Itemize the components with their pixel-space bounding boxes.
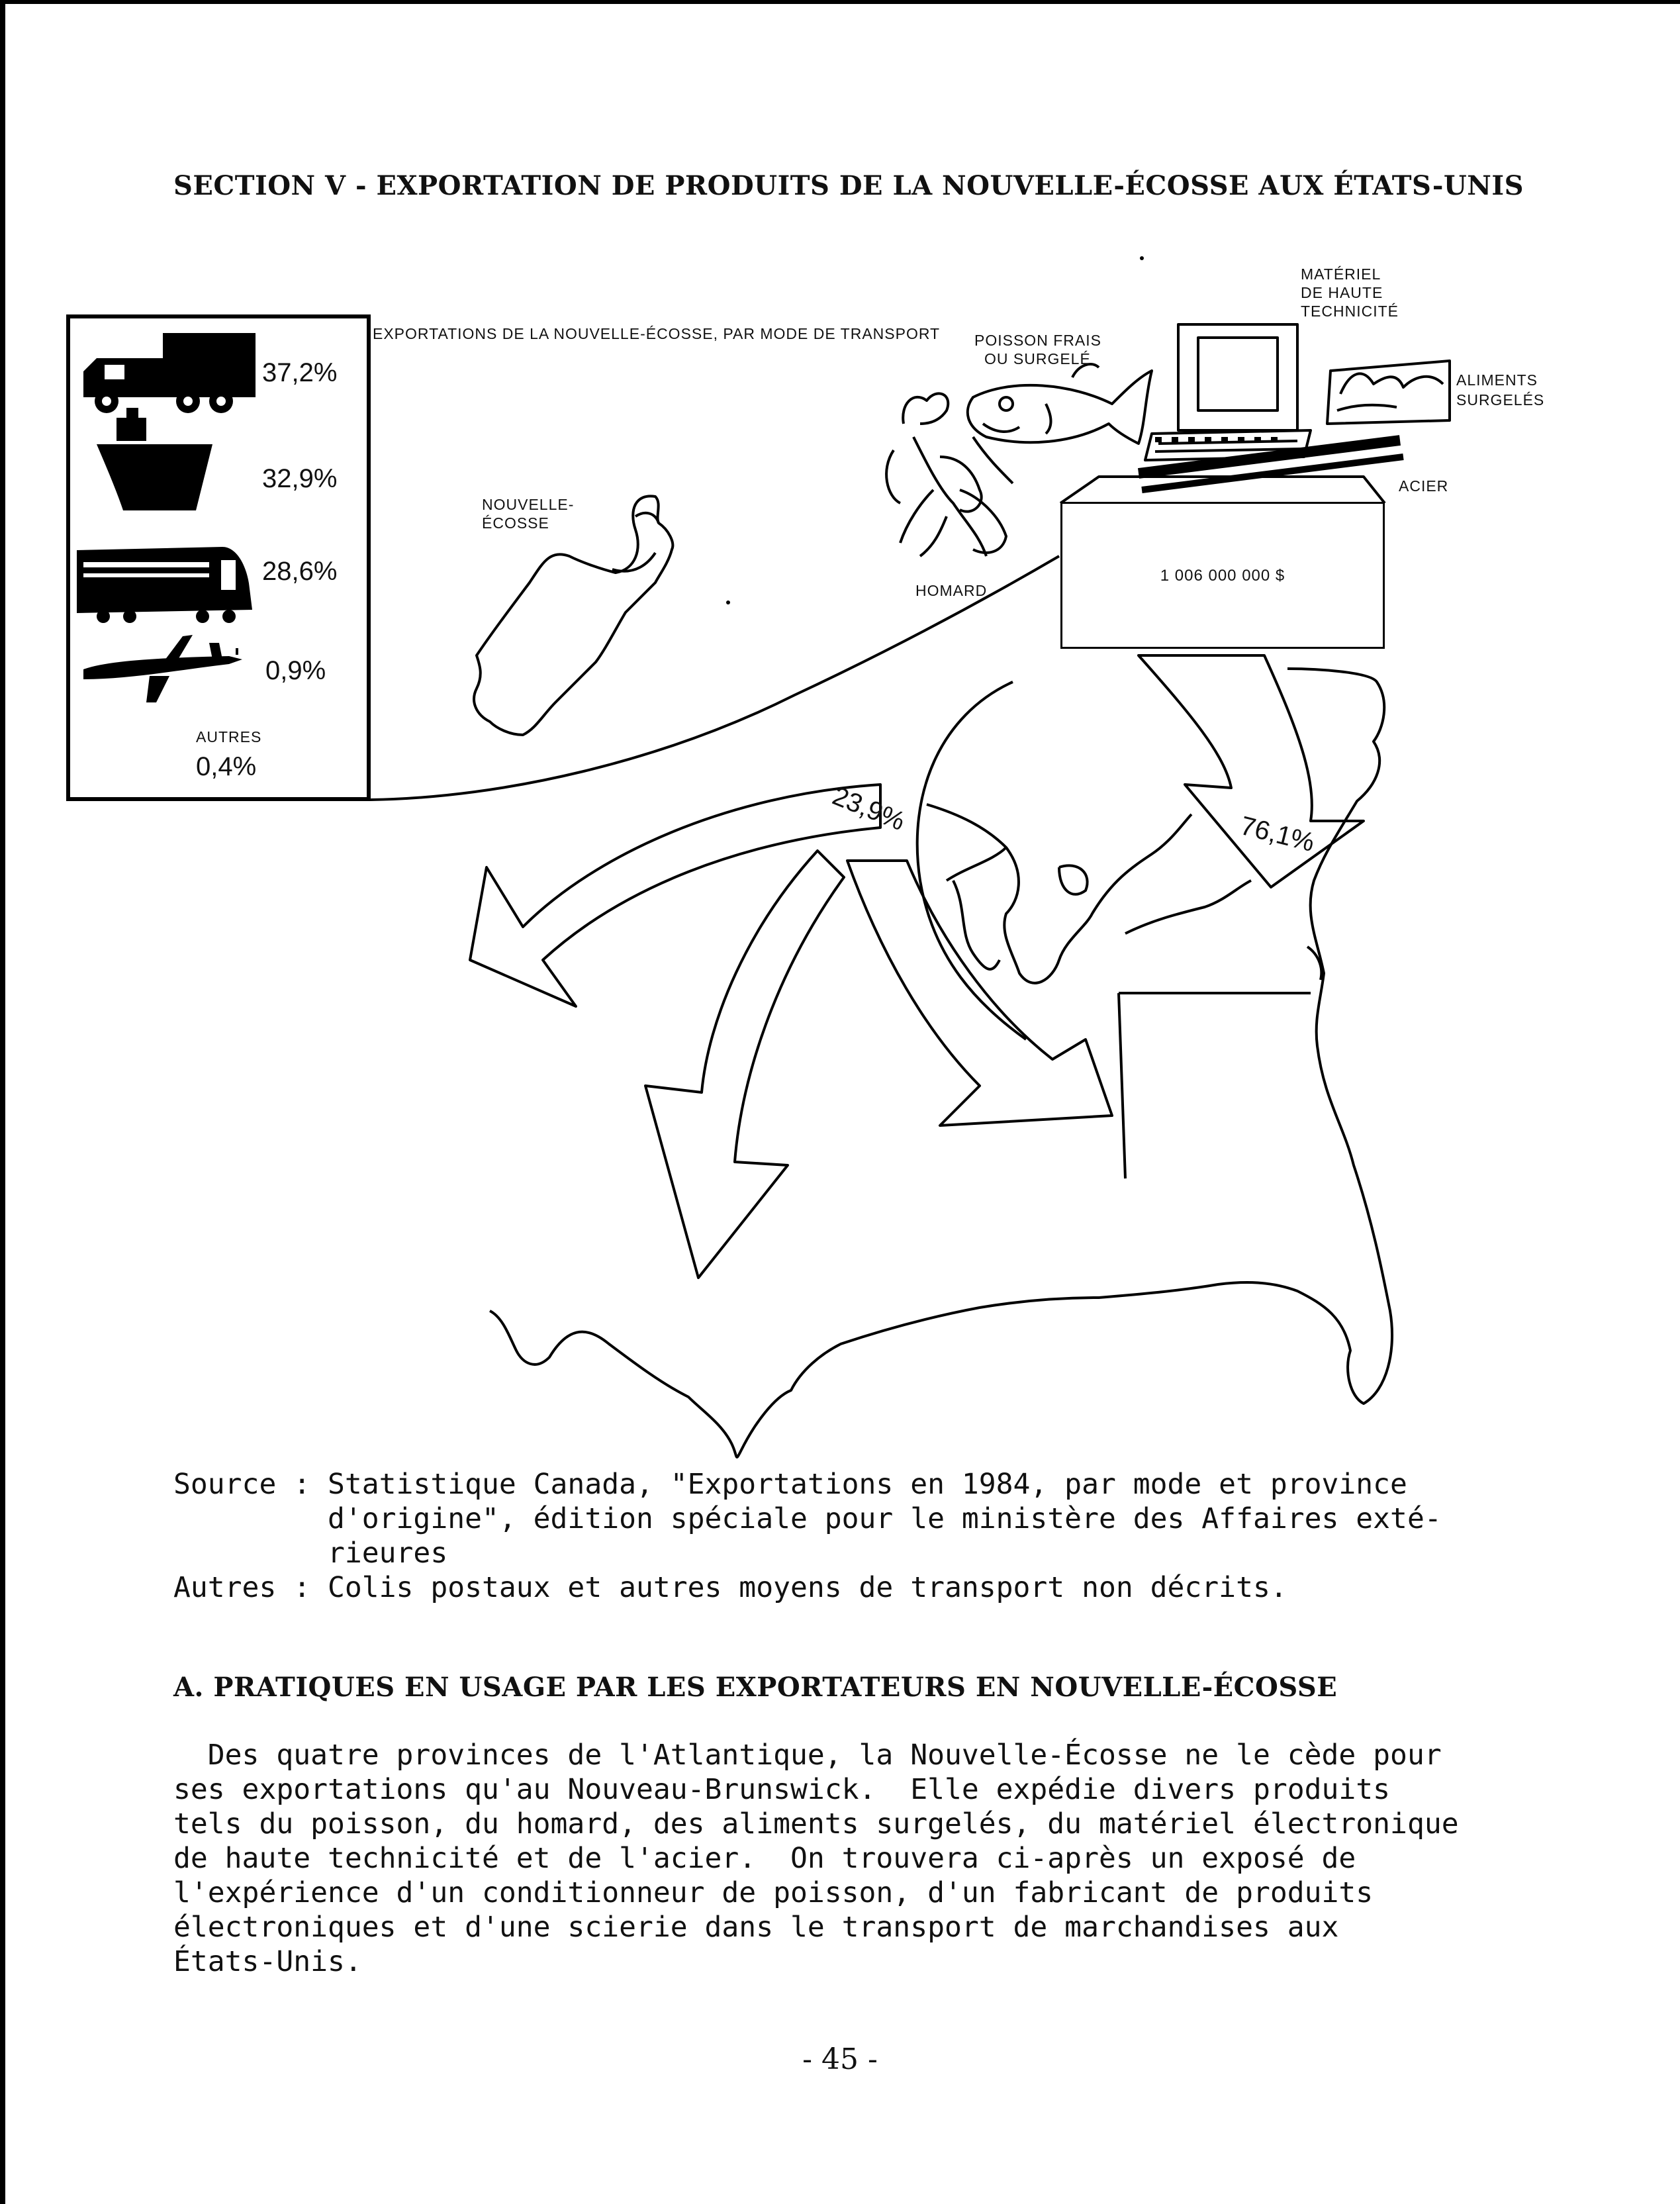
hightech-label-3: TECHNICITÉ bbox=[1301, 303, 1399, 320]
source-line: Source : Statistique Canada, "Exportations en 1984, par mode et province bbox=[173, 1468, 1407, 1501]
steel-label: ACIER bbox=[1399, 477, 1449, 495]
lobster-label: HOMARD bbox=[915, 582, 988, 599]
fish-label-1: POISSON FRAIS bbox=[974, 332, 1101, 349]
hightech-label-1: MATÉRIEL bbox=[1301, 265, 1381, 283]
source-line: d'origine", édition spéciale pour le ministère des Affaires exté- bbox=[173, 1502, 1442, 1535]
paragraph-line: États-Unis. bbox=[173, 1945, 362, 1978]
page-number: - 45 - bbox=[802, 2042, 878, 2076]
fish-icon bbox=[968, 364, 1152, 444]
air-share: 0,9% bbox=[265, 656, 326, 685]
frozen-label-1: ALIMENTS bbox=[1456, 371, 1538, 389]
paragraph-line: Des quatre provinces de l'Atlantique, la Nouvelle-Écosse ne le cède pour bbox=[173, 1739, 1442, 1772]
body-paragraph bbox=[173, 1738, 1459, 1979]
paragraph-line: l'expérience d'un conditionneur de poisson, d'un fabricant de produits bbox=[173, 1876, 1374, 1909]
paragraph-line: de haute technicité et de l'acier. On trouvera ci-après un exposé de bbox=[173, 1842, 1356, 1875]
truck-icon bbox=[83, 333, 256, 413]
province-label-1: NOUVELLE- bbox=[482, 496, 575, 513]
lobster-icon bbox=[886, 393, 1013, 556]
other-share: 0,4% bbox=[196, 752, 257, 781]
truck-share: 37,2% bbox=[262, 358, 338, 387]
fish-label-2: OU SURGELÉ bbox=[984, 350, 1091, 367]
source-line: Autres : Colis postaux et autres moyens de transport non décrits. bbox=[173, 1571, 1287, 1604]
united-states-outline bbox=[490, 669, 1392, 1457]
other-label: AUTRES bbox=[196, 728, 262, 745]
paragraph-line: ses exportations qu'au Nouveau-Brunswick. Elle expédie divers produits bbox=[173, 1773, 1391, 1806]
subsection-title: A. PRATIQUES EN USAGE PAR LES EXPORTATEURS EN NOUVELLE-ÉCOSSE bbox=[173, 1672, 1338, 1703]
paragraph-line: tels du poisson, du homard, des aliments surgelés, du matériel électronique bbox=[173, 1807, 1459, 1841]
source-notes bbox=[173, 1467, 1442, 1605]
great-lakes bbox=[927, 804, 1191, 983]
hightech-label-2: DE HAUTE bbox=[1301, 284, 1383, 301]
train-share: 28,6% bbox=[262, 557, 338, 586]
export-total-value: 1 006 000 000 $ bbox=[1160, 567, 1285, 585]
arrow-west-3 bbox=[847, 861, 1112, 1126]
arrow-west-1 bbox=[470, 785, 880, 1006]
airplane-icon bbox=[83, 635, 242, 702]
frozen-food-icon bbox=[1327, 361, 1450, 424]
transport-mode-legend bbox=[66, 314, 371, 801]
province-label-2: ÉCOSSE bbox=[482, 514, 549, 532]
arrow-west-2 bbox=[645, 851, 844, 1278]
arrow-east bbox=[1139, 655, 1364, 887]
flow-west-share: 23,9% bbox=[828, 781, 910, 837]
section-title: SECTION V - EXPORTATION DE PRODUITS DE LA NOUVELLE-ÉCOSSE AUX ÉTATS-UNIS bbox=[173, 170, 1524, 201]
train-icon bbox=[77, 547, 252, 623]
paragraph-line: électroniques et d'une scierie dans le transport de marchandises aux bbox=[173, 1911, 1339, 1944]
frozen-label-2: SURGELÉS bbox=[1456, 391, 1545, 408]
figure-caption: EXPORTATIONS DE LA NOUVELLE-ÉCOSSE, PAR MODE DE TRANSPORT bbox=[373, 325, 941, 342]
ship-icon bbox=[97, 408, 212, 510]
export-total-box bbox=[1060, 502, 1385, 649]
source-line: rieures bbox=[173, 1537, 448, 1570]
flow-east-share: 76,1% bbox=[1237, 811, 1318, 858]
ship-share: 32,9% bbox=[262, 464, 338, 493]
